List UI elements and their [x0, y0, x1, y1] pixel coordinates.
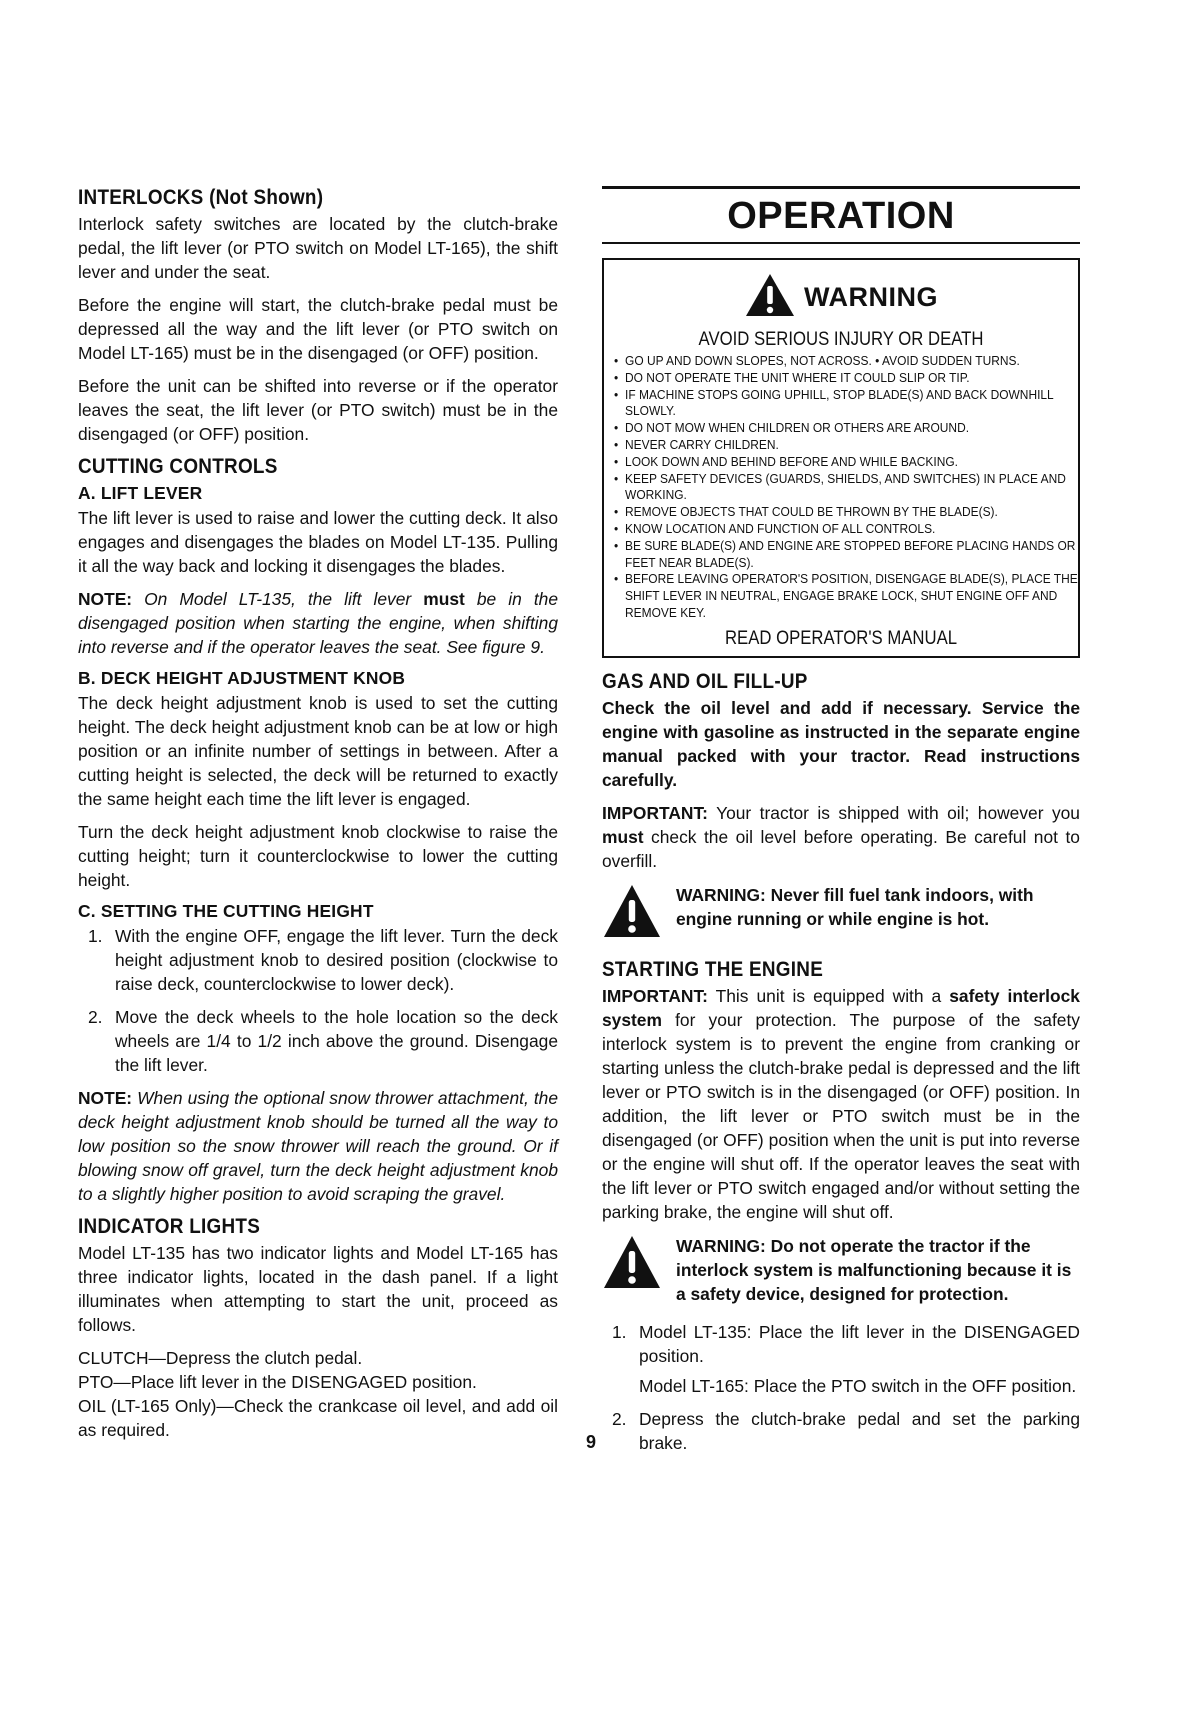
fuel-warning-text: WARNING: Never fill fuel tank indoors, with engine running or while engine is hot. — [676, 884, 1034, 929]
avoid-injury-text: AVOID SERIOUS INJURY OR DEATH — [698, 329, 984, 350]
interlock-warning — [602, 1234, 1080, 1306]
starting-important: IMPORTANT: This unit is equipped with a safety interlock system for your protection. The purpose of the safety interlock system is to prevent the engine from cranking or starting unless the clutch-brake pedal is depressed and the lift lever or PTO switch is in the disengaged (or OFF) position. In addition, the lift lever or PTO switch must be in the disengaged (or OFF) position when the unit is put into reverse or the engine will shut off. If the operator leaves the seat with the lift lever or PTO switch engaged and/or without setting the parking brake, the engine will shut off. — [602, 985, 1080, 1222]
deck-knob-paragraph: The deck height adjustment knob is used to set the cutting height. The deck height adjustment knob can be at low or high position or an infinite number of settings in between. After a cutting height is selected, the deck will be returned to exactly the same height each time the lift lever is engaged. — [78, 693, 558, 809]
warning-item: • LOOK DOWN AND BEHIND BEFORE AND WHILE BACKING. — [614, 454, 1078, 471]
gas-oil-important: IMPORTANT: Your tractor is shipped with oil; however you must check the oil level before operating. Be careful not to overfill. — [602, 802, 1080, 871]
operation-title: OPERATION — [727, 195, 955, 237]
setting-height-heading: C. SETTING THE CUTTING HEIGHT — [78, 901, 374, 921]
warning-header — [614, 272, 1068, 323]
warning-item: • DO NOT OPERATE THE UNIT WHERE IT COULD SLIP OR TIP. — [614, 370, 1078, 387]
title-rule — [602, 242, 1080, 244]
interlocks-paragraph: Before the unit can be shifted into reverse or if the operator leaves the seat, the lift lever (or PTO switch) must be in the disengaged (or OFF) position. — [78, 376, 558, 444]
left-column — [78, 186, 558, 1451]
warning-item: • KEEP SAFETY DEVICES (GUARDS, SHIELDS, AND SWITCHES) IN PLACE AND WORKING. — [614, 471, 1078, 505]
interlocks-paragraph: Before the engine will start, the clutch-brake pedal must be depressed all the way and the lift lever (or PTO switch on Model LT-165) must be in the disengaged (or OFF) position. — [78, 295, 558, 363]
warning-item: • IF MACHINE STOPS GOING UPHILL, STOP BLADE(S) AND BACK DOWNHILL SLOWLY. — [614, 387, 1078, 421]
gas-oil-heading: GAS AND OIL FILL-UP — [602, 669, 808, 693]
list-item: 2. Depress the clutch-brake pedal and set the parking brake. — [612, 1408, 1080, 1453]
lift-lever-paragraph: The lift lever is used to raise and lower the cutting deck. It also engages and disengages the blades on Model LT-135. Pulling it all the way back and locking it disengages the blades. — [78, 508, 558, 576]
lift-lever-note: NOTE: On Model LT-135, the lift lever must be in the disengaged position when starting the engine, when shifting into reverse and if the operator leaves the seat. See figure 9. — [78, 589, 559, 657]
top-rule — [602, 186, 1080, 189]
starting-engine-heading: STARTING THE ENGINE — [602, 957, 824, 981]
snow-thrower-note: NOTE: When using the optional snow thrower attachment, the deck height adjustment knob should be turned all the way to low position so the snow thrower will reach the ground. Or if blowing snow off gravel, turn the deck height adjustment knob to a slightly higher position to avoid scraping the gravel. — [78, 1088, 558, 1204]
warning-triangle-icon — [602, 883, 662, 944]
interlocks-paragraph: Interlock safety switches are located by the clutch-brake pedal, the lift lever (or PTO switch on Model LT-165), the shift lever and under the seat. — [78, 214, 558, 282]
deck-knob-paragraph: Turn the deck height adjustment knob clockwise to raise the cutting height; turn it counterclockwise to lower the cutting height. — [78, 822, 558, 890]
warning-item: • GO UP AND DOWN SLOPES, NOT ACROSS. • AVOID SUDDEN TURNS. — [614, 353, 1078, 370]
lift-lever-heading: A. LIFT LEVER — [78, 483, 203, 503]
warning-item: • KNOW LOCATION AND FUNCTION OF ALL CONTROLS. — [614, 521, 1078, 538]
setting-height-list — [78, 924, 558, 1077]
list-item: 1. With the engine OFF, engage the lift lever. Turn the deck height adjustment knob to desired position (clockwise to raise deck, counterclockwise to lower deck). — [88, 926, 558, 994]
interlocks-heading: INTERLOCKS (Not Shown) — [78, 186, 324, 209]
warning-box — [602, 258, 1080, 658]
interlock-warning-text: WARNING: Do not operate the tractor if the interlock system is malfunctioning because it is a safety device, designed for protection. — [676, 1235, 1072, 1304]
warning-item: • DO NOT MOW WHEN CHILDREN OR OTHERS ARE AROUND. — [614, 420, 1078, 437]
indicator-oil: OIL (LT-165 Only)—Check the crankcase oil level, and add oil as required. — [78, 1396, 558, 1440]
indicator-pto: PTO—Place lift lever in the DISENGAGED position. — [78, 1372, 477, 1392]
read-manual-text: READ OPERATOR'S MANUAL — [724, 627, 958, 649]
list-item: 1. Model LT-135: Place the lift lever in the DISENGAGED position. Model LT-165: Place the PTO switch in the OFF position. — [612, 1321, 1080, 1396]
list-item: 2. Move the deck wheels to the hole location so the deck wheels are 1/4 to 1/2 inch above the ground. Disengage the lift lever. — [88, 1007, 558, 1075]
warning-item: • NEVER CARRY CHILDREN. — [614, 437, 1078, 454]
right-column — [602, 186, 1080, 1464]
indicator-clutch: CLUTCH—Depress the clutch pedal. — [78, 1348, 363, 1368]
fuel-warning — [602, 883, 1080, 944]
cutting-controls-heading: CUTTING CONTROLS — [78, 455, 278, 478]
warning-item: • BEFORE LEAVING OPERATOR'S POSITION, DISENGAGE BLADE(S), PLACE THE SHIFT LEVER IN NEUTRAL, ENGAGE BRAKE LOCK, SHUT ENGINE OFF AND REMOVE KEY. — [614, 571, 1078, 621]
warning-item: • BE SURE BLADE(S) AND ENGINE ARE STOPPED BEFORE PLACING HANDS OR FEET NEAR BLADE(S). — [614, 538, 1078, 572]
warning-item: • REMOVE OBJECTS THAT COULD BE THROWN BY THE BLADE(S). — [614, 504, 1078, 521]
warning-list — [614, 353, 1078, 622]
page-number: 9 — [585, 1432, 596, 1452]
deck-knob-heading: B. DECK HEIGHT ADJUSTMENT KNOB — [78, 668, 406, 688]
warning-triangle-icon — [602, 1234, 662, 1295]
warning-triangle-icon — [744, 272, 796, 323]
warning-title: WARNING — [804, 282, 938, 312]
gas-oil-instructions: Check the oil level and add if necessary. Service the engine with gasoline as instructed in the separate engine manual packed with your tractor. Read instructions carefully. — [602, 697, 1080, 790]
indicator-lights-heading: INDICATOR LIGHTS — [78, 1215, 261, 1238]
indicator-paragraph: Model LT-135 has two indicator lights and Model LT-165 has three indicator lights, located in the dash panel. If a light illuminates when attempting to start the unit, proceed as follows. — [78, 1243, 558, 1335]
